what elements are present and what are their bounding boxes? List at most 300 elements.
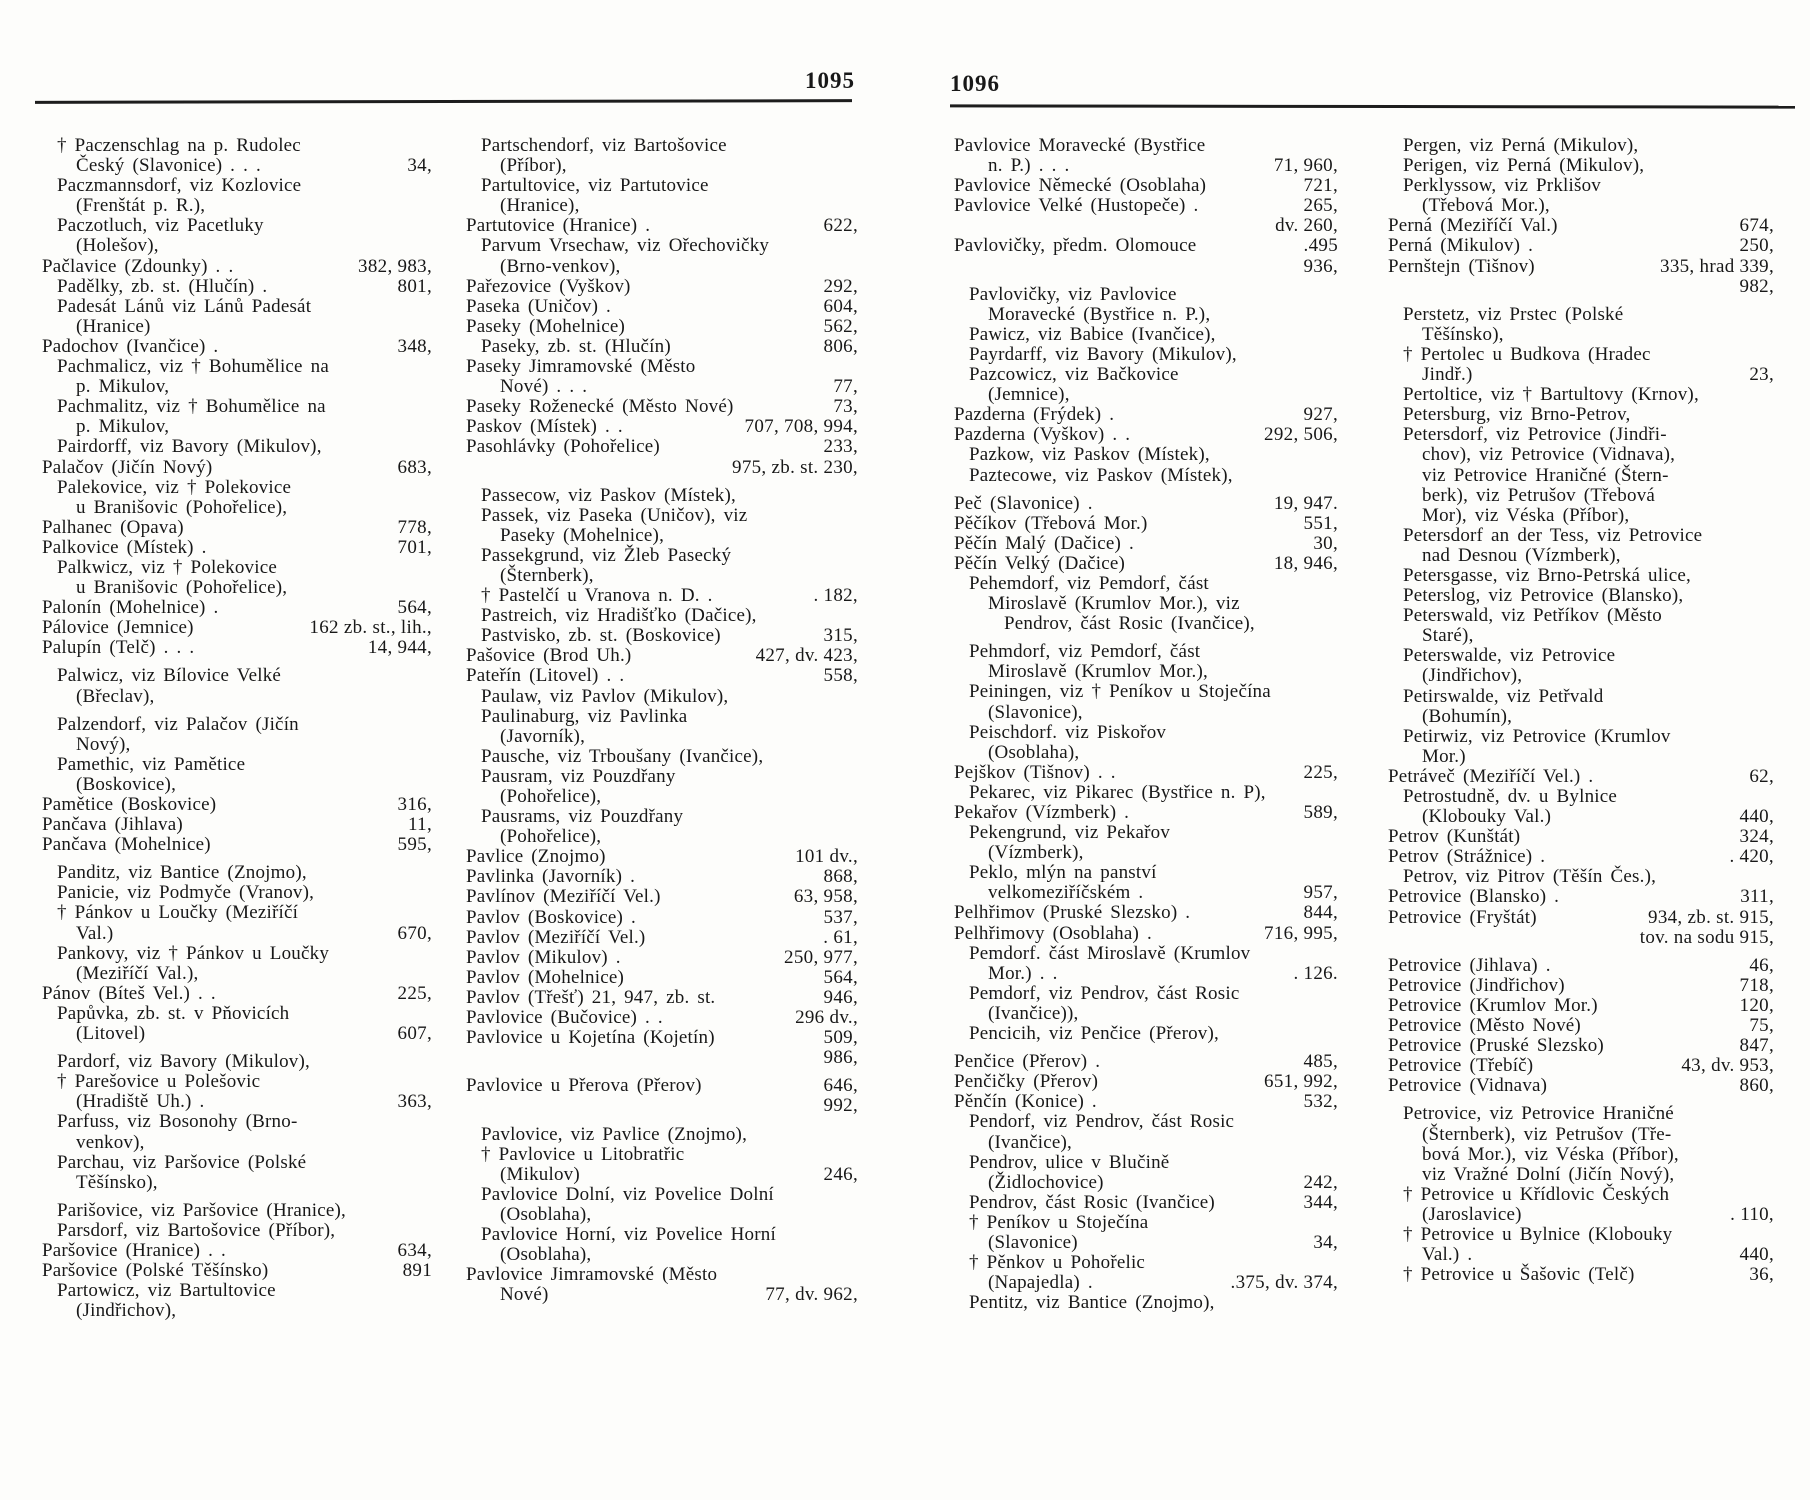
index-entry-pagerefs: 936, — [1303, 255, 1338, 277]
index-line — [42, 984, 432, 1004]
index-line — [466, 928, 858, 948]
index-entry-text: Petrov, viz Pitrov (Těšín Čes.), — [1403, 866, 1657, 888]
index-line — [42, 863, 432, 883]
index-line — [954, 236, 1338, 256]
index-line — [954, 1273, 1338, 1293]
index-entry-text: Perklyssow, viz Prklišov — [1403, 175, 1601, 197]
index-entry-text: (Břeclav), — [76, 685, 155, 707]
index-entry-text: Paseka (Uničov) . — [466, 295, 611, 317]
index-entry-text: Petersgasse, viz Brno-Petrská ulice, — [1403, 564, 1691, 586]
index-entry-text: Val.) — [76, 922, 114, 944]
index-line — [466, 1185, 858, 1205]
index-entry-pagerefs: .495 — [1303, 235, 1338, 257]
index-entry-pagerefs: 242, — [1303, 1171, 1338, 1193]
index-entry-text: Palwicz, viz Bílovice Velké — [57, 665, 282, 687]
index-entry-text: Pausram, viz Pouzdřany — [481, 765, 676, 787]
index-line — [1388, 1245, 1774, 1265]
index-entry-text: Jindř.) — [1422, 364, 1473, 386]
index-entry-text: Pěčín Velký (Dačice) — [954, 552, 1126, 574]
index-entry-text: bová Mor.), viz Véska (Příbor), — [1422, 1143, 1679, 1165]
index-line — [466, 827, 858, 847]
index-entry-text: Palonín (Mohelnice) . — [42, 597, 219, 619]
index-entry-pagerefs: 946, — [823, 986, 858, 1008]
index-entry-text: Petrovice (Vidnava) — [1388, 1075, 1548, 1097]
index-entry-pagerefs: 934, zb. st. 915, — [1648, 906, 1774, 928]
index-line — [466, 1205, 858, 1225]
index-entry-text: Partowicz, viz Bartultovice — [57, 1280, 276, 1302]
index-entry-text: Padělky, zb. st. (Hlučín) . — [57, 275, 268, 297]
index-line — [42, 598, 432, 618]
index-line — [466, 908, 858, 928]
index-line — [1388, 486, 1774, 506]
index-entry-text: (Hradiště Uh.) . — [76, 1091, 205, 1113]
index-entry-pagerefs: 120, — [1739, 994, 1774, 1016]
index-line — [42, 618, 432, 638]
index-entry-text: Payrdarff, viz Bavory (Mikulov), — [969, 343, 1237, 365]
index-entry-pagerefs: 801, — [397, 275, 432, 297]
index-entry-text: Padochov (Ivančice) . — [42, 335, 219, 357]
index-line — [42, 578, 432, 598]
index-entry-text: Petrovice (Třebíč) — [1388, 1055, 1534, 1077]
index-entry-text: Pavlovice u Přerova (Přerov) — [466, 1075, 702, 1097]
index-entry-text: (Pohořelice), — [500, 786, 602, 807]
index-line — [1388, 546, 1774, 566]
index-line — [954, 1253, 1338, 1273]
index-line — [1388, 827, 1774, 847]
index-line — [42, 964, 432, 984]
index-entry-pagerefs: 860, — [1739, 1075, 1774, 1097]
index-entry-text: (Boskovice), — [76, 773, 177, 795]
index-entry-text: Pencicih, viz Penčice (Přerov), — [969, 1023, 1219, 1045]
index-entry-pagerefs: 975, zb. st. 230, — [732, 456, 858, 478]
index-entry-text: (Třebová Mor.), — [1422, 195, 1550, 217]
index-line — [42, 775, 432, 795]
index-line — [466, 257, 858, 277]
index-entry-pagerefs: 957, — [1303, 882, 1338, 904]
index-entry-text: (Šternberk), viz Petrušov (Tře- — [1422, 1123, 1672, 1145]
index-line — [42, 397, 432, 417]
index-line — [1388, 466, 1774, 486]
index-line — [954, 305, 1338, 325]
index-line — [466, 156, 858, 176]
index-entry-pagerefs: . 110, — [1730, 1203, 1774, 1225]
index-entry-text: Petráveč (Meziříčí Vel.) . — [1388, 765, 1594, 787]
index-line — [1388, 1225, 1774, 1245]
index-line — [954, 425, 1338, 445]
index-entry-text: Paseky (Mohelnice) — [466, 315, 626, 337]
index-entry-text: Paseky Jimramovské (Město — [466, 356, 696, 378]
index-line — [466, 1145, 858, 1165]
index-entry-text: Pazderna (Vyškov) . . — [954, 424, 1131, 446]
index-line — [466, 216, 858, 236]
index-line — [42, 835, 432, 855]
index-line — [954, 1193, 1338, 1213]
index-line — [466, 787, 858, 807]
index-entry-text: Pateřín (Litovel) . . — [466, 665, 625, 687]
index-line — [954, 1133, 1338, 1153]
index-line — [42, 666, 432, 686]
index-entry-pagerefs: 551, — [1303, 512, 1338, 534]
index-line — [1388, 807, 1774, 827]
index-line — [466, 1096, 858, 1116]
index-entry-text: Pavlovice Dolní, viz Povelice Dolní — [481, 1183, 774, 1205]
index-entry-pagerefs: 992, — [823, 1095, 858, 1117]
index-entry-text: (Jindřichov), — [76, 1300, 177, 1322]
index-line — [954, 405, 1338, 425]
index-line — [466, 1008, 858, 1028]
index-entry-text: Pasohlávky (Pohořelice) — [466, 436, 660, 458]
index-line — [1388, 1056, 1774, 1076]
index-entry-text: Pausche, viz Trboušany (Ivančice), — [481, 745, 764, 767]
index-entry-pagerefs: 46, — [1749, 954, 1774, 976]
index-entry-text: Petrostudně, dv. u Bylnice — [1403, 786, 1618, 807]
index-entry-pagerefs: 927, — [1303, 404, 1338, 426]
index-entry-text: Petrovice (Jindřichov) — [1388, 974, 1565, 996]
index-line — [954, 285, 1338, 305]
index-line — [42, 715, 432, 735]
index-entry-text: Pavlov (Mikulov) . — [466, 946, 621, 968]
index-line — [954, 883, 1338, 903]
index-line — [466, 747, 858, 767]
index-entry-text: viz Petrovice Hraničné (Štern- — [1422, 464, 1669, 486]
index-line — [954, 783, 1338, 803]
index-entry-text: Pavlov (Meziříčí Vel.) — [466, 926, 646, 948]
index-line — [954, 1024, 1338, 1044]
index-line — [954, 723, 1338, 743]
index-line — [954, 614, 1338, 634]
index-line — [1388, 1145, 1774, 1165]
index-line — [42, 277, 432, 297]
index-entry-text: † Paczenschlag na p. Rudolec — [57, 135, 301, 156]
index-entry-text: Pastvisko, zb. st. (Boskovice) — [481, 625, 721, 647]
index-entry-pagerefs: 778, — [397, 516, 432, 538]
index-entry-text: (Napajedla) . — [988, 1272, 1093, 1294]
index-entry-text: Pazkow, viz Paskov (Místek), — [969, 444, 1210, 466]
index-entry-text: Pálovice (Jemnice) — [42, 617, 194, 639]
index-line — [954, 803, 1338, 823]
index-entry-text: † Pánkov u Loučky (Meziříčí — [57, 902, 299, 924]
index-entry-text: Pachmalitz, viz † Bohumělice na — [57, 396, 326, 418]
index-entry-text: viz Vražné Dolní (Jičín Nový), — [1422, 1163, 1675, 1185]
index-entry-text: Passekgrund, viz Žleb Pasecký — [481, 544, 732, 566]
index-line — [466, 357, 858, 377]
index-entry-pagerefs: 296 dv., — [795, 1007, 858, 1029]
index-line — [466, 1076, 858, 1096]
index-line — [954, 642, 1338, 662]
index-entry-pagerefs: 651, 992, — [1264, 1071, 1338, 1093]
index-entry-text: Pehemdorf, viz Pemdorf, část — [969, 572, 1209, 594]
index-line — [466, 606, 858, 626]
index-line — [1388, 216, 1774, 236]
index-entry-text: Petersdorf an der Tess, viz Petrovice — [1403, 524, 1703, 546]
index-entry-text: † Petrovice u Šašovic (Telč) — [1403, 1264, 1635, 1286]
index-line — [1388, 1205, 1774, 1225]
index-line — [1388, 707, 1774, 727]
index-line — [42, 1281, 432, 1301]
index-line — [42, 236, 432, 256]
index-entry-text: Paztecowe, viz Paskov (Místek), — [969, 464, 1233, 486]
index-entry-text: Pelhřimovy (Osoblaha) . — [954, 922, 1152, 944]
index-line — [466, 626, 858, 646]
index-line — [466, 196, 858, 216]
index-line — [1388, 405, 1774, 425]
index-entry-text: Parišovice, viz Paršovice (Hranice), — [57, 1199, 346, 1221]
index-entry-text: Petrovice (Jihlava) . — [1388, 954, 1551, 976]
index-line — [42, 755, 432, 775]
index-entry-text: Petrovice (Fryštát) — [1388, 906, 1537, 928]
index-entry-pagerefs: . 126. — [1293, 962, 1338, 984]
page-number-left: 1095 — [805, 68, 855, 93]
index-line — [954, 1233, 1338, 1253]
index-entry-text: Nové) . . . — [500, 376, 588, 398]
index-line — [42, 687, 432, 707]
index-line — [42, 1092, 432, 1112]
index-entry-pagerefs: 324, — [1739, 826, 1774, 848]
index-entry-text: Pavlovice (Bučovice) . . — [466, 1007, 663, 1029]
index-line — [954, 1092, 1338, 1112]
index-line — [42, 176, 432, 196]
index-entry-text: Pačlavice (Zdounky) . . — [42, 255, 234, 277]
index-entry-text: Pekařov (Vízmberk) . — [954, 802, 1130, 823]
index-entry-text: (Frenštát p. R.), — [76, 195, 206, 217]
index-entry-pagerefs: 532, — [1303, 1091, 1338, 1113]
index-entry-pagerefs: . 420, — [1729, 846, 1774, 868]
index-entry-text: Paczmannsdorf, viz Kozlovice — [57, 175, 302, 197]
index-line — [466, 546, 858, 566]
index-line — [42, 1052, 432, 1072]
index-line — [1388, 526, 1774, 546]
header-rule-left — [35, 99, 852, 104]
index-line — [1388, 727, 1774, 747]
index-line — [466, 727, 858, 747]
index-line — [466, 988, 858, 1008]
index-line — [1388, 767, 1774, 787]
index-line — [954, 514, 1338, 534]
index-entry-pagerefs: 11, — [408, 814, 432, 836]
index-line — [1388, 976, 1774, 996]
index-line — [954, 984, 1338, 1004]
index-entry-text: Pazderna (Frýdek) . — [954, 404, 1115, 426]
index-entry-pagerefs: 485, — [1303, 1051, 1338, 1073]
index-entry-pagerefs: 646, — [823, 1075, 858, 1097]
index-line — [466, 1125, 858, 1145]
index-entry-text: Miroslavě (Krumlov Mor.), — [988, 661, 1208, 683]
index-entry-text: Petrovice (Krumlov Mor.) — [1388, 994, 1598, 1016]
index-line — [42, 498, 432, 518]
index-line — [42, 1024, 432, 1044]
index-entry-text: Peterslog, viz Petrovice (Blansko), — [1403, 585, 1684, 607]
index-entry-pagerefs: 701, — [397, 536, 432, 558]
index-entry-pagerefs: 562, — [823, 315, 858, 337]
index-entry-text: Pairdorff, viz Bavory (Mikulov), — [57, 436, 322, 458]
index-entry-pagerefs: 19, 947. — [1273, 492, 1338, 514]
header-rule-right — [950, 104, 1795, 108]
index-entry-text: Pavlínov (Meziříčí Vel.) — [466, 886, 661, 908]
index-line — [466, 236, 858, 256]
index-line — [1388, 236, 1774, 256]
index-line — [466, 687, 858, 707]
index-entry-text: nad Desnou (Vízmberk), — [1422, 544, 1621, 566]
index-entry-pagerefs: 891 — [402, 1260, 432, 1282]
index-line — [1388, 1104, 1774, 1124]
index-entry-text: Pančava (Mohelnice) — [42, 834, 211, 856]
index-entry-text: (Ivančice), — [988, 1131, 1072, 1153]
index-column-3 — [954, 136, 1338, 1313]
index-entry-text: Pausrams, viz Pouzdřany — [481, 806, 684, 828]
index-line — [466, 397, 858, 417]
index-entry-text: Petrov (Strážnice) . — [1388, 846, 1546, 868]
index-line — [466, 1048, 858, 1068]
index-line — [1388, 257, 1774, 277]
index-entry-text: Pehmdorf, viz Pemdorf, část — [969, 641, 1201, 663]
index-line — [1388, 136, 1774, 156]
index-entry-text: Pemdorf. část Miroslavě (Krumlov — [969, 942, 1251, 964]
index-entry-text: Petrovice (Pruské Slezsko) — [1388, 1035, 1604, 1057]
index-line — [466, 297, 858, 317]
index-line — [1388, 908, 1774, 928]
index-entry-text: Pendrov, část Rosic (Ivančice) — [969, 1191, 1215, 1213]
index-entry-pagerefs: 509, — [823, 1027, 858, 1049]
index-entry-text: (Holešov), — [76, 235, 159, 257]
index-entry-text: Pawicz, viz Babice (Ivančice), — [969, 323, 1216, 345]
index-entry-text: Panicie, viz Podmyče (Vranov), — [57, 882, 315, 904]
index-entry-text: Pergen, viz Perná (Mikulov), — [1403, 135, 1639, 156]
index-entry-text: Pavlov (Mohelnice) — [466, 966, 625, 988]
index-line — [466, 417, 858, 437]
index-line — [954, 1052, 1338, 1072]
index-column-2 — [466, 136, 858, 1305]
index-line — [1388, 277, 1774, 297]
index-entry-text: Peischdorf. viz Piskořov — [969, 721, 1167, 743]
index-line — [42, 944, 432, 964]
index-line — [954, 385, 1338, 405]
index-entry-pagerefs: 344, — [1303, 1191, 1338, 1213]
index-line — [954, 176, 1338, 196]
index-line — [954, 574, 1338, 594]
index-entry-text: (Meziříčí Val.), — [76, 962, 199, 984]
index-line — [954, 682, 1338, 702]
index-entry-text: Palzendorf, viz Palačov (Jičín — [57, 713, 299, 735]
index-line — [1388, 325, 1774, 345]
index-entry-pagerefs: 315, — [823, 625, 858, 647]
index-line — [954, 743, 1338, 763]
index-entry-text: Palkwicz, viz † Polekovice — [57, 556, 277, 578]
index-entry-text: Pavlice (Znojmo) — [466, 846, 606, 868]
index-entry-text: Pavlovice Velké (Hustopeče) . — [954, 195, 1199, 217]
index-entry-text: Paseky, zb. st. (Hlučín) — [481, 335, 671, 357]
index-line — [42, 196, 432, 216]
index-entry-text: Pařezovice (Vyškov) — [466, 275, 631, 297]
index-line — [466, 867, 858, 887]
index-entry-text: Passecow, viz Paskov (Místek), — [481, 484, 736, 506]
index-entry-pagerefs: 718, — [1739, 974, 1774, 996]
index-line — [1388, 425, 1774, 445]
index-line — [1388, 445, 1774, 465]
index-entry-text: Mor.) . . — [988, 962, 1058, 984]
index-entry-text: Pánov (Bíteš Vel.) . . — [42, 982, 216, 1004]
index-line — [466, 707, 858, 727]
index-line — [954, 944, 1338, 964]
index-entry-pagerefs: 18, 946, — [1273, 552, 1338, 574]
index-line — [466, 437, 858, 457]
index-line — [466, 566, 858, 586]
index-entry-text: Pazcowicz, viz Bačkovice — [969, 364, 1179, 386]
index-entry-text: Petirwiz, viz Petrovice (Krumlov — [1403, 725, 1671, 747]
index-entry-text: Pertoltice, viz † Bartultovy (Krnov), — [1403, 384, 1699, 406]
index-entry-pagerefs: 674, — [1739, 215, 1774, 237]
index-entry-pagerefs: 75, — [1749, 1015, 1774, 1037]
index-line — [1388, 506, 1774, 526]
index-entry-text: Pachmalicz, viz † Bohumělice na — [57, 356, 329, 378]
index-line — [1388, 305, 1774, 325]
index-entry-text: Staré), — [1422, 625, 1474, 647]
index-entry-pagerefs: 311, — [1740, 886, 1774, 908]
index-entry-text: Pernštejn (Tišnov) — [1388, 255, 1535, 277]
index-entry-text: Paulinaburg, viz Pavlinka — [481, 705, 688, 727]
index-line — [42, 297, 432, 317]
index-entry-pagerefs: 23, — [1749, 364, 1774, 386]
index-line — [1388, 787, 1774, 807]
index-entry-pagerefs: . 61, — [823, 926, 858, 948]
index-line — [42, 815, 432, 835]
index-entry-text: Pavlovice u Kojetína (Kojetín) — [466, 1027, 715, 1049]
index-entry-text: u Branišovic (Pohořelice), — [76, 577, 288, 599]
index-entry-pagerefs: 847, — [1739, 1035, 1774, 1057]
index-entry-text: (Osoblaha), — [500, 1244, 592, 1266]
index-line — [1388, 928, 1774, 948]
index-entry-text: Český (Slavonice) . . . — [76, 155, 261, 177]
index-line — [466, 337, 858, 357]
index-entry-text: Pendrov, ulice v Blučině — [969, 1151, 1170, 1173]
index-line — [954, 345, 1338, 365]
index-entry-text: (Jemnice), — [988, 384, 1070, 406]
index-entry-text: (Židlochovice) — [988, 1171, 1104, 1193]
index-entry-text: Pavlovičky, viz Pavlovice — [969, 283, 1177, 305]
index-entry-text: Paršovice (Polské Těšínsko) — [42, 1260, 269, 1282]
index-entry-text: Perigen, viz Perná (Mikulov), — [1403, 155, 1645, 177]
index-entry-pagerefs: 30, — [1313, 532, 1338, 554]
index-line — [1388, 956, 1774, 976]
index-entry-text: Pavlov (Třešť) 21, 947, zb. st. — [466, 986, 716, 1008]
index-entry-text: Panditz, viz Bantice (Znojmo), — [57, 862, 307, 884]
index-entry-text: Petrovice (Město Nové) — [1388, 1015, 1581, 1037]
index-entry-pagerefs: 440, — [1739, 1244, 1774, 1266]
index-entry-pagerefs: 233, — [823, 436, 858, 458]
index-line — [466, 767, 858, 787]
index-line — [954, 863, 1338, 883]
index-line — [466, 176, 858, 196]
index-line — [1388, 345, 1774, 365]
index-line — [42, 1173, 432, 1193]
index-entry-text: Pěčíkov (Třebová Mor.) — [954, 512, 1148, 534]
index-line — [42, 136, 432, 156]
index-line — [954, 1213, 1338, 1233]
index-entry-pagerefs: 595, — [397, 834, 432, 856]
index-line — [954, 662, 1338, 682]
index-line — [954, 325, 1338, 345]
index-line — [954, 494, 1338, 514]
index-entry-pagerefs: 14, 944, — [367, 637, 432, 659]
index-entry-pagerefs: 844, — [1303, 902, 1338, 924]
index-entry-pagerefs: 101 dv., — [795, 846, 858, 868]
index-entry-pagerefs: .375, dv. 374, — [1230, 1272, 1338, 1294]
index-line — [954, 534, 1338, 554]
index-entry-pagerefs: 162 zb. st., lih., — [309, 617, 432, 639]
index-entry-text: Palačov (Jičín Nový) — [42, 456, 213, 478]
index-line — [1388, 847, 1774, 867]
index-line — [954, 216, 1338, 236]
index-entry-text: Pavlovice Jimramovské (Město — [466, 1264, 718, 1286]
